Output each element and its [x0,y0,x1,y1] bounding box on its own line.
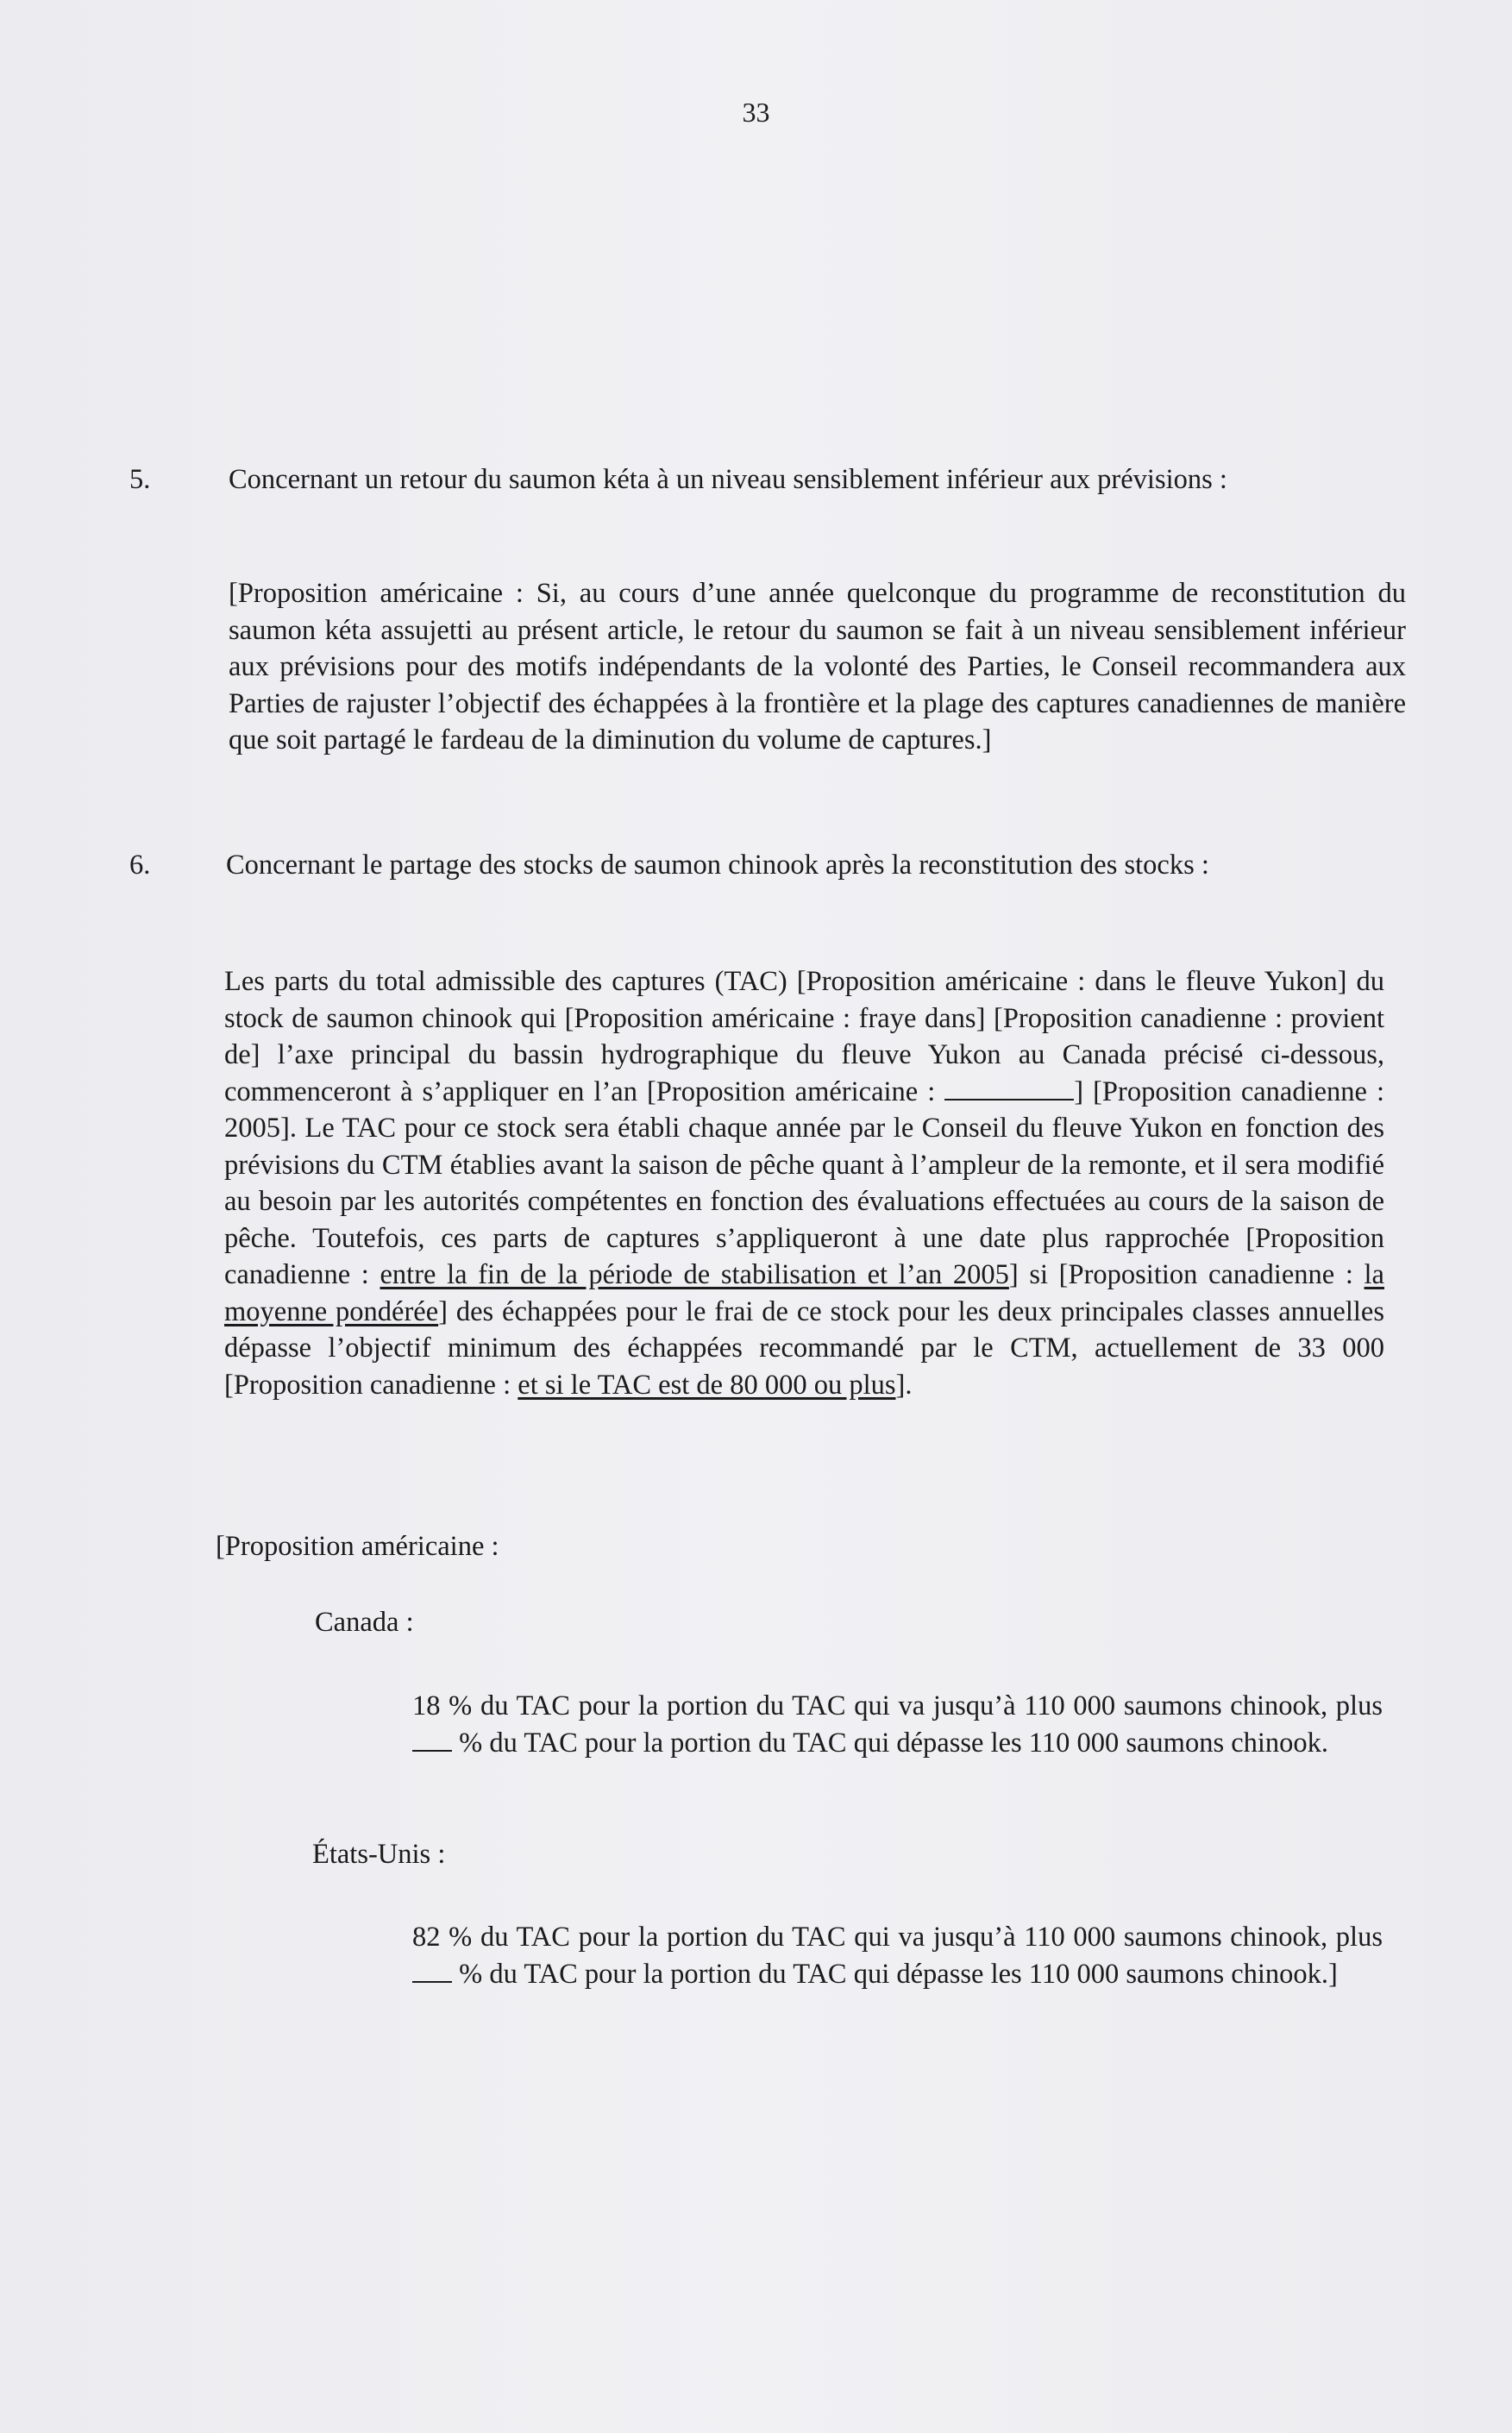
canada-percent-blank [412,1726,452,1752]
page-number: 33 [742,97,770,128]
item-6-number: 6. [129,850,151,881]
year-blank [944,1075,1074,1100]
item-6-text-part-2: ] [Proposition canadienne : 2005]. Le TAC pour ce stock sera établi chaque année par le Conseil du fleuve Yukon en fonction des prévisions du CTM établies avant la saison de pêche quant à l’ampleur de la remonte, et il sera modifié au besoin par les autorités compétentes en fonction des évaluations effectuées au cours de la saison de pêche. Toutefois, ces parts de captures s’appliqueront à une date plus rapprochée [Proposition canadienne : [224,1075,1385,1290]
item-5-number: 5. [129,464,151,495]
canada-share-part-1: 18 % du TAC pour la portion du TAC qui va jusqu’à 110 000 saumons chinook, plus [412,1690,1383,1721]
underlined-weighted-average: la moyenne pondérée [224,1259,1384,1327]
item-6-heading: Concernant le partage des stocks de saumon chinook après la reconstitution des stocks : [226,850,1209,881]
us-share [412,1919,1383,1992]
item-6-text-part-3: ] si [Proposition canadienne : [1008,1259,1353,1290]
canada-label: Canada : [315,1607,414,1638]
canada-share [412,1688,1383,1761]
item-5-heading: Concernant un retour du saumon kéta à un niveau sensiblement inférieur aux prévisions : [229,464,1227,495]
underlined-period: entre la fin de la période de stabilisation et l’an 2005 [380,1259,1009,1290]
canada-share-part-2: % du TAC pour la portion du TAC qui dépasse les 110 000 saumons chinook. [459,1727,1329,1759]
underlined-tac-condition: et si le TAC est de 80 000 ou plus [518,1369,896,1401]
american-proposal-label: [Proposition américaine : [216,1531,499,1562]
us-share-part-2: % du TAC pour la portion du TAC qui dépasse les 110 000 saumons chinook.] [459,1958,1338,1990]
item-6-text-part-4: ] des échappées pour le frai de ce stock pour les deux principales classes annuelles dépasse l’objectif minimum des échappées recommandé par le CTM, actuellement de 33 000 [Proposition canadienne : [224,1295,1384,1401]
item-5-body: [Proposition américaine : Si, au cours d’une année quelconque du programme de reconstitution du saumon kéta assujetti au présent article, le retour du saumon se fait à un niveau sensiblement inférieur aux prévisions pour des motifs indépendants de la volonté des Parties, le Conseil recommandera aux Parties de rajuster l’objectif des échappées à la frontière et la plage des captures canadiennes de manière que soit partagé le fardeau de la diminution du volume de captures.] [229,578,1406,756]
us-share-part-1: 82 % du TAC pour la portion du TAC qui va jusqu’à 110 000 saumons chinook, plus [412,1922,1383,1953]
item-6-text-part-5: ]. [895,1369,913,1401]
us-percent-blank [412,1957,452,1983]
item-6-paragraph [224,963,1384,1403]
us-label: États-Unis : [312,1839,446,1870]
item-6-text-part-1: Les parts du total admissible des captures (TAC) [Proposition américaine : dans le fleuve Yukon] du stock de saumon chinook qui [Proposition américaine : fraye dans] [Proposition canadienne : provient de] l’axe principal du bassin hydrographique du fleuve Yukon au Canada précisé ci-dessous, commenceront à s’appliquer en l’an [Proposition américaine : [224,966,1384,1107]
